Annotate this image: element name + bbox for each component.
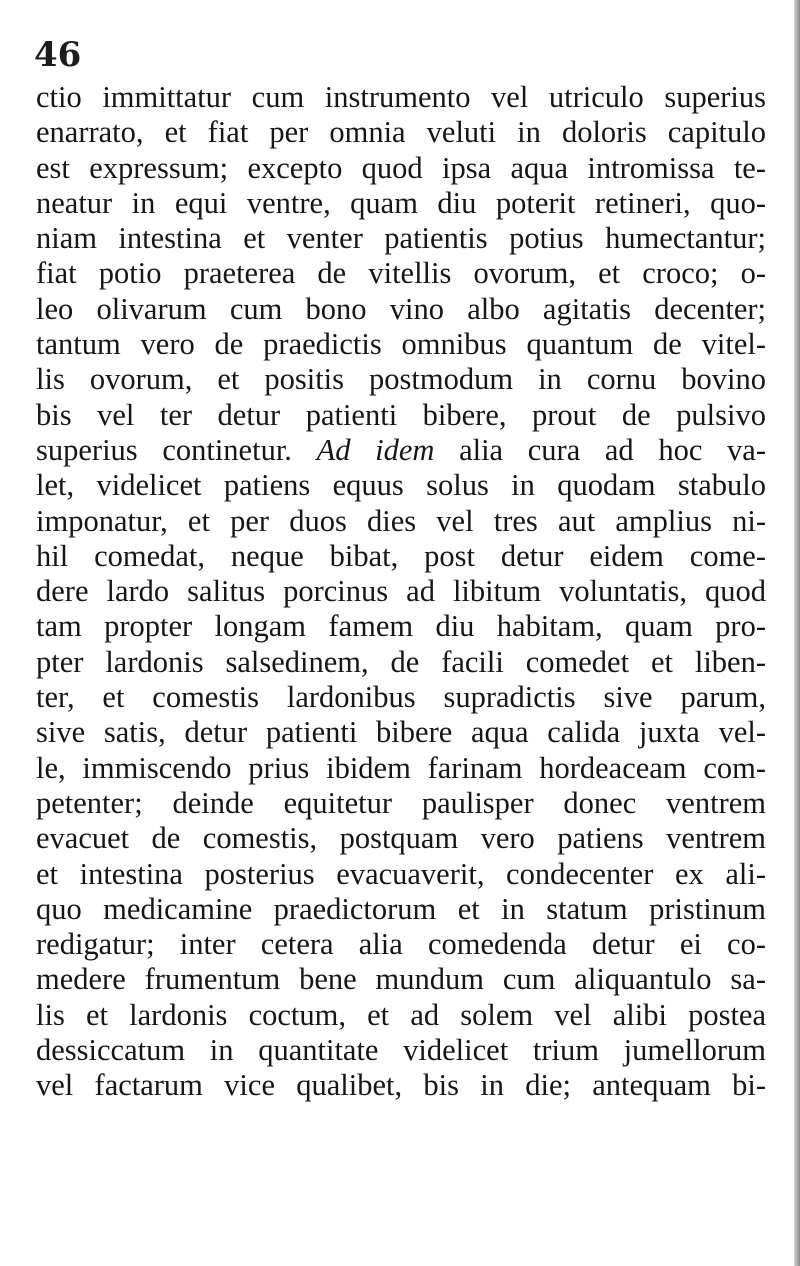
text-line: lis ovorum, et positis postmodum in cornu bovino bbox=[36, 362, 766, 397]
text-line: dere lardo salitus porcinus ad libitum voluntatis, quod bbox=[36, 574, 766, 609]
text-line: dessiccatum in quantitate videlicet trium jumellorum bbox=[36, 1033, 766, 1068]
text-line: sive satis, detur patienti bibere aqua calida juxta vel- bbox=[36, 715, 766, 750]
italic-heading-ad-idem: Ad idem bbox=[316, 432, 435, 467]
body-text bbox=[36, 80, 766, 1104]
page-number: 46 bbox=[34, 35, 82, 75]
text-line: ter, et comestis lardonibus supradictis sive parum, bbox=[36, 680, 766, 715]
text-line: imponatur, et per duos dies vel tres aut amplius ni- bbox=[36, 503, 766, 538]
text-line: ctio immittatur cum instrumento vel utriculo superius bbox=[36, 80, 766, 114]
text-line: petenter; deinde equitetur paulisper donec ventrem bbox=[36, 785, 766, 820]
text-line: leo olivarum cum bono vino albo agitatis decenter; bbox=[36, 291, 766, 326]
text-line: vel factarum vice qualibet, bis in die; antequam bi- bbox=[36, 1068, 766, 1103]
text-line: tam propter longam famem diu habitam, quam pro- bbox=[36, 609, 766, 644]
text-line: lis et lardonis coctum, et ad solem vel alibi postea bbox=[36, 997, 766, 1032]
text-line-with-italic bbox=[36, 433, 766, 468]
text-line: enarrato, et fiat per omnia veluti in doloris capitulo bbox=[36, 115, 766, 150]
text-line: tantum vero de praedictis omnibus quantum de vitel- bbox=[36, 327, 766, 362]
text-line: pter lardonis salsedinem, de facili comedet et liben- bbox=[36, 644, 766, 679]
text-line: let, videlicet patiens equus solus in quodam stabulo bbox=[36, 468, 766, 503]
page-edge-shadow bbox=[794, 0, 800, 1266]
text-segment: alia cura ad hoc va- bbox=[434, 432, 766, 467]
text-segment: superius continetur. bbox=[36, 432, 317, 467]
text-line: niam intestina et venter patientis potius humectantur; bbox=[36, 221, 766, 256]
text-line: est expressum; excepto quod ipsa aqua intromissa te- bbox=[36, 150, 766, 185]
text-line: redigatur; inter cetera alia comedenda detur ei co- bbox=[36, 927, 766, 962]
text-line: neatur in equi ventre, quam diu poterit retineri, quo- bbox=[36, 185, 766, 220]
text-line: fiat potio praeterea de vitellis ovorum, et croco; o- bbox=[36, 256, 766, 291]
text-line: quo medicamine praedictorum et in statum pristinum bbox=[36, 891, 766, 926]
text-line: hil comedat, neque bibat, post detur eidem come- bbox=[36, 538, 766, 573]
text-line: le, immiscendo prius ibidem farinam hordeaceam com- bbox=[36, 750, 766, 785]
text-line: evacuet de comestis, postquam vero patiens ventrem bbox=[36, 821, 766, 856]
text-line: medere frumentum bene mundum cum aliquantulo sa- bbox=[36, 962, 766, 997]
text-line: et intestina posterius evacuaverit, condecenter ex ali- bbox=[36, 856, 766, 891]
text-line: bis vel ter detur patienti bibere, prout de pulsivo bbox=[36, 397, 766, 432]
